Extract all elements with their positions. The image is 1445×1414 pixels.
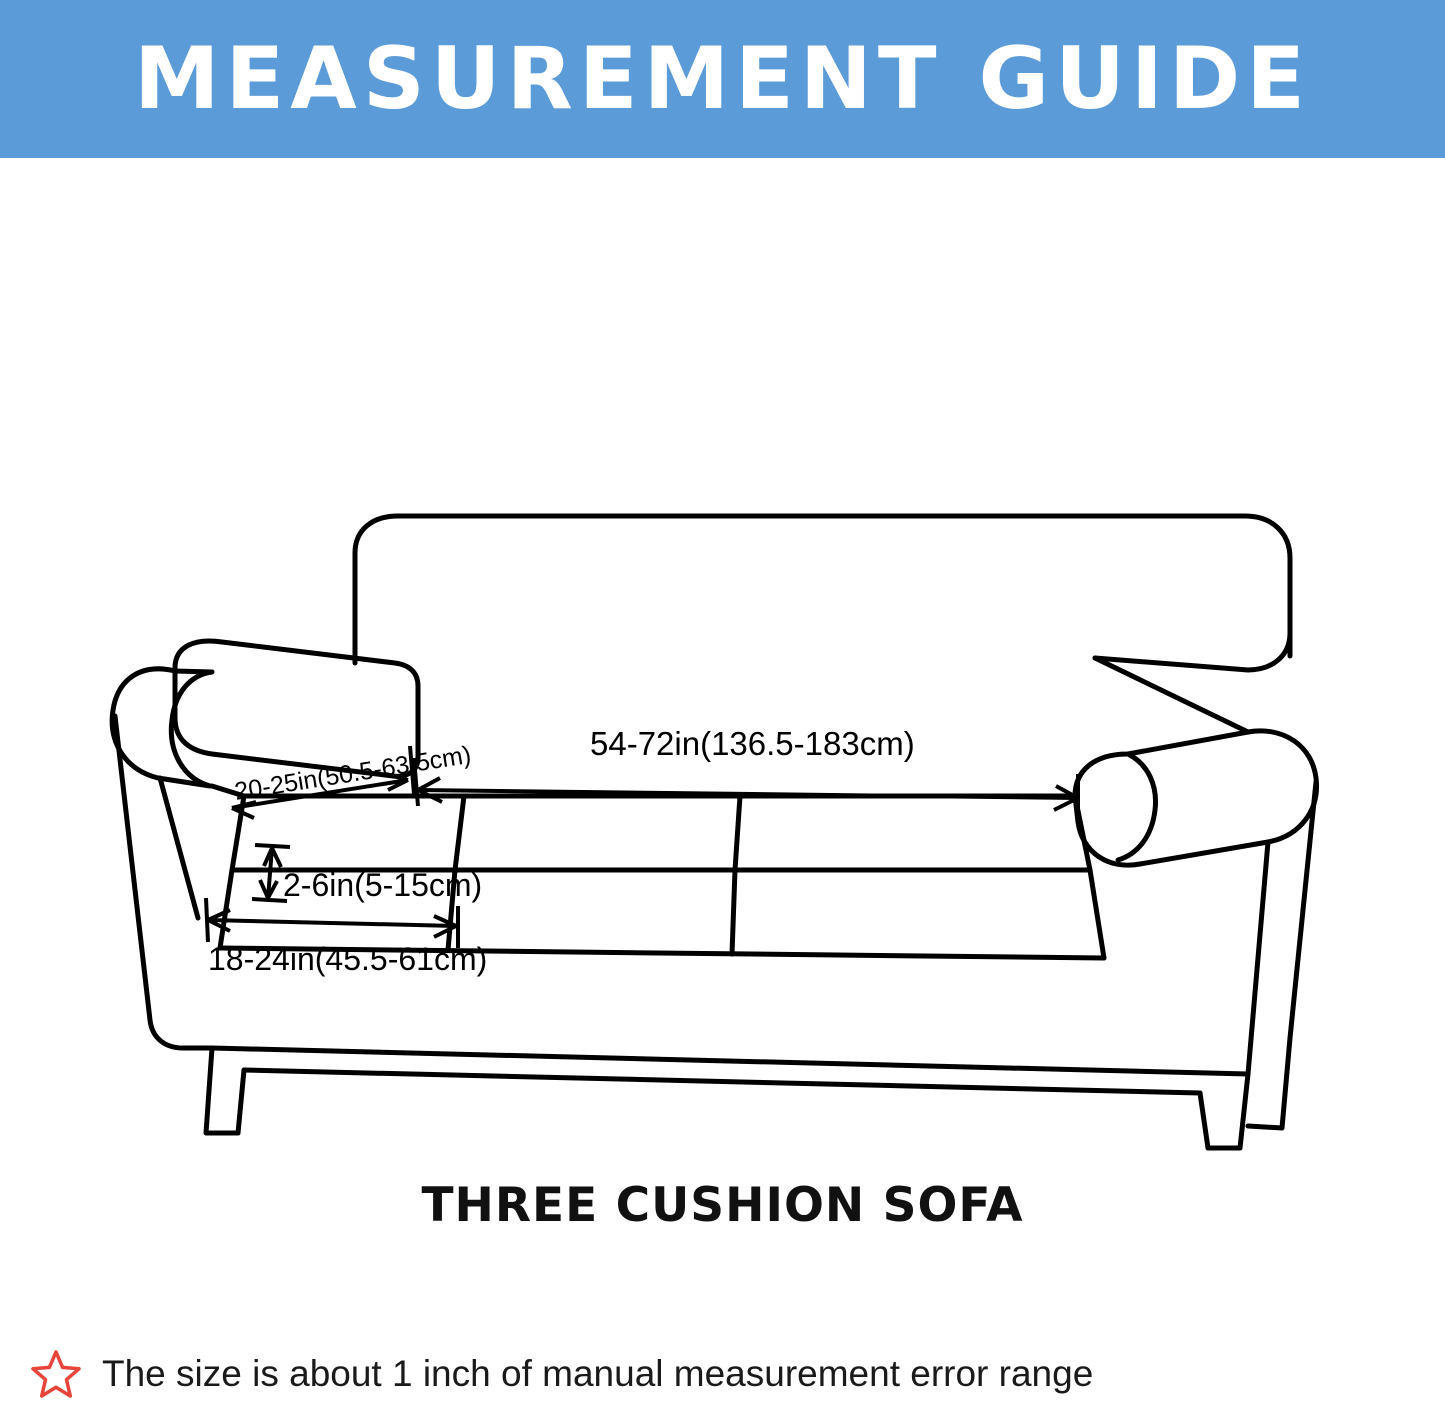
dim-label-seat-width: 54-72in(136.5-183cm) [590, 725, 915, 762]
footer-note [30, 1348, 1430, 1400]
star-icon [30, 1348, 82, 1400]
sofa-diagram [0, 158, 1445, 1168]
page-title: MEASUREMENT GUIDE [133, 29, 1312, 129]
dim-label-arm-width: 20-25in(50.5-63.5cm) [232, 740, 474, 806]
header-banner [0, 0, 1445, 158]
diagram-caption: THREE CUSHION SOFA [421, 1178, 1024, 1233]
dim-label-cushion-height: 2-6in(5-15cm) [283, 867, 483, 903]
footer-note-text: The size is about 1 inch of manual measurement error range [102, 1352, 1094, 1394]
dim-label-seat-depth: 18-24in(45.5-61cm) [208, 941, 488, 977]
sofa-line-drawing [0, 158, 1445, 1168]
